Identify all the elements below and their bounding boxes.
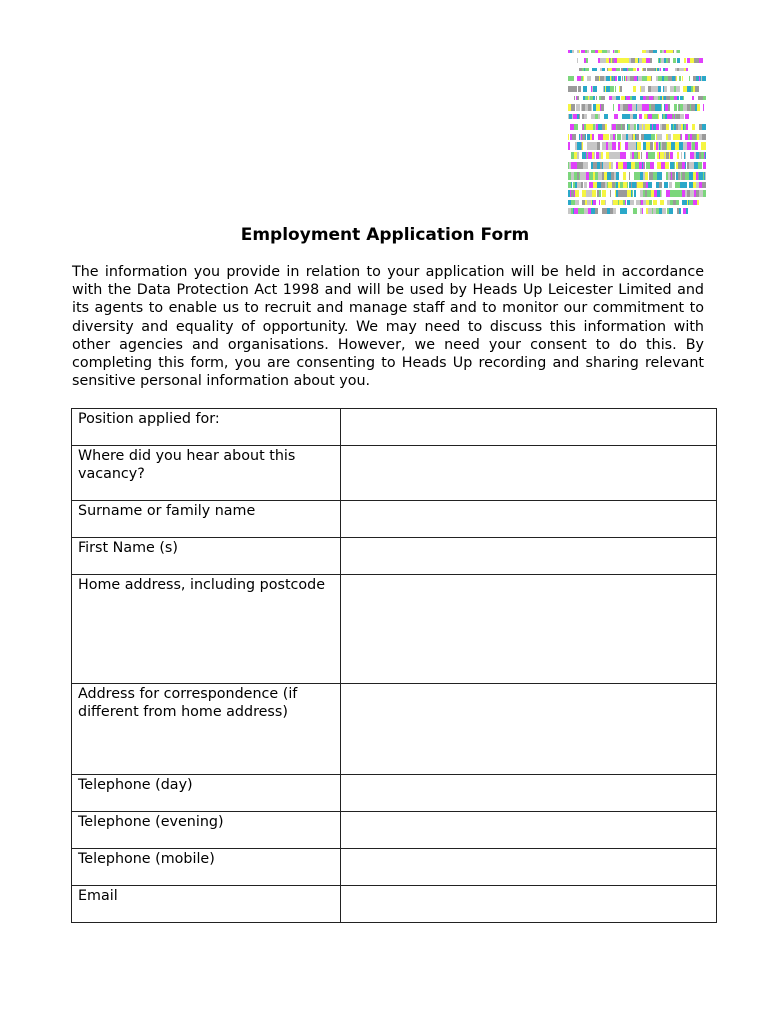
correspondence-address-field[interactable] [341,684,716,720]
home-address-field-cell [341,575,717,684]
first-name-field[interactable] [341,538,716,558]
table-row [72,775,717,812]
surname-label: Surname or family name [72,501,341,538]
telephone-mobile-field[interactable] [341,849,716,869]
table-row [72,501,717,538]
position-label: Position applied for: [72,409,341,446]
telephone-evening-field[interactable] [341,812,716,832]
email-label: Email [72,886,341,923]
table-row [72,538,717,575]
data-protection-notice: The information you provide in relation to your application will be held in accordance with the Data Protection Act 1998 and will be used by Heads Up Leicester Limited and its agents to enable us to recruit and manage staff and to monitor our commitment to diversity and equality of opportunity. We may need to discuss this information with other agencies and organisations. However, we need your consent to do this. By completing this form, you are consenting to Heads Up recording and sharing relevant sensitive personal information about you. [72,264,704,390]
heads-up-logo-icon [568,46,706,220]
application-form-table [71,408,717,923]
document-title: Employment Application Form [240,225,530,245]
table-row [72,812,717,849]
telephone-day-field[interactable] [341,775,716,795]
logo-graphic [568,46,706,220]
telephone-evening-field-cell [341,812,717,849]
home-address-label: Home address, including postcode [72,575,341,684]
position-field[interactable] [341,409,716,429]
first-name-field-cell [341,538,717,575]
telephone-mobile-label: Telephone (mobile) [72,849,341,886]
table-row [72,446,717,501]
vacancy-source-label: Where did you hear about this vacancy? [72,446,341,501]
home-address-field[interactable] [341,575,716,611]
first-name-label: First Name (s) [72,538,341,575]
table-row [72,409,717,446]
telephone-evening-label: Telephone (evening) [72,812,341,849]
position-field-cell [341,409,717,446]
vacancy-source-field[interactable] [341,446,716,482]
email-field-cell [341,886,717,923]
vacancy-source-field-cell [341,446,717,501]
correspondence-address-label: Address for correspondence (if different from home address) [72,684,341,775]
surname-field[interactable] [341,501,716,521]
correspondence-address-field-cell [341,684,717,775]
email-field[interactable] [341,886,716,906]
table-row [72,684,717,775]
table-row [72,849,717,886]
table-row [72,575,717,684]
telephone-day-label: Telephone (day) [72,775,341,812]
surname-field-cell [341,501,717,538]
table-row [72,886,717,923]
telephone-day-field-cell [341,775,717,812]
telephone-mobile-field-cell [341,849,717,886]
